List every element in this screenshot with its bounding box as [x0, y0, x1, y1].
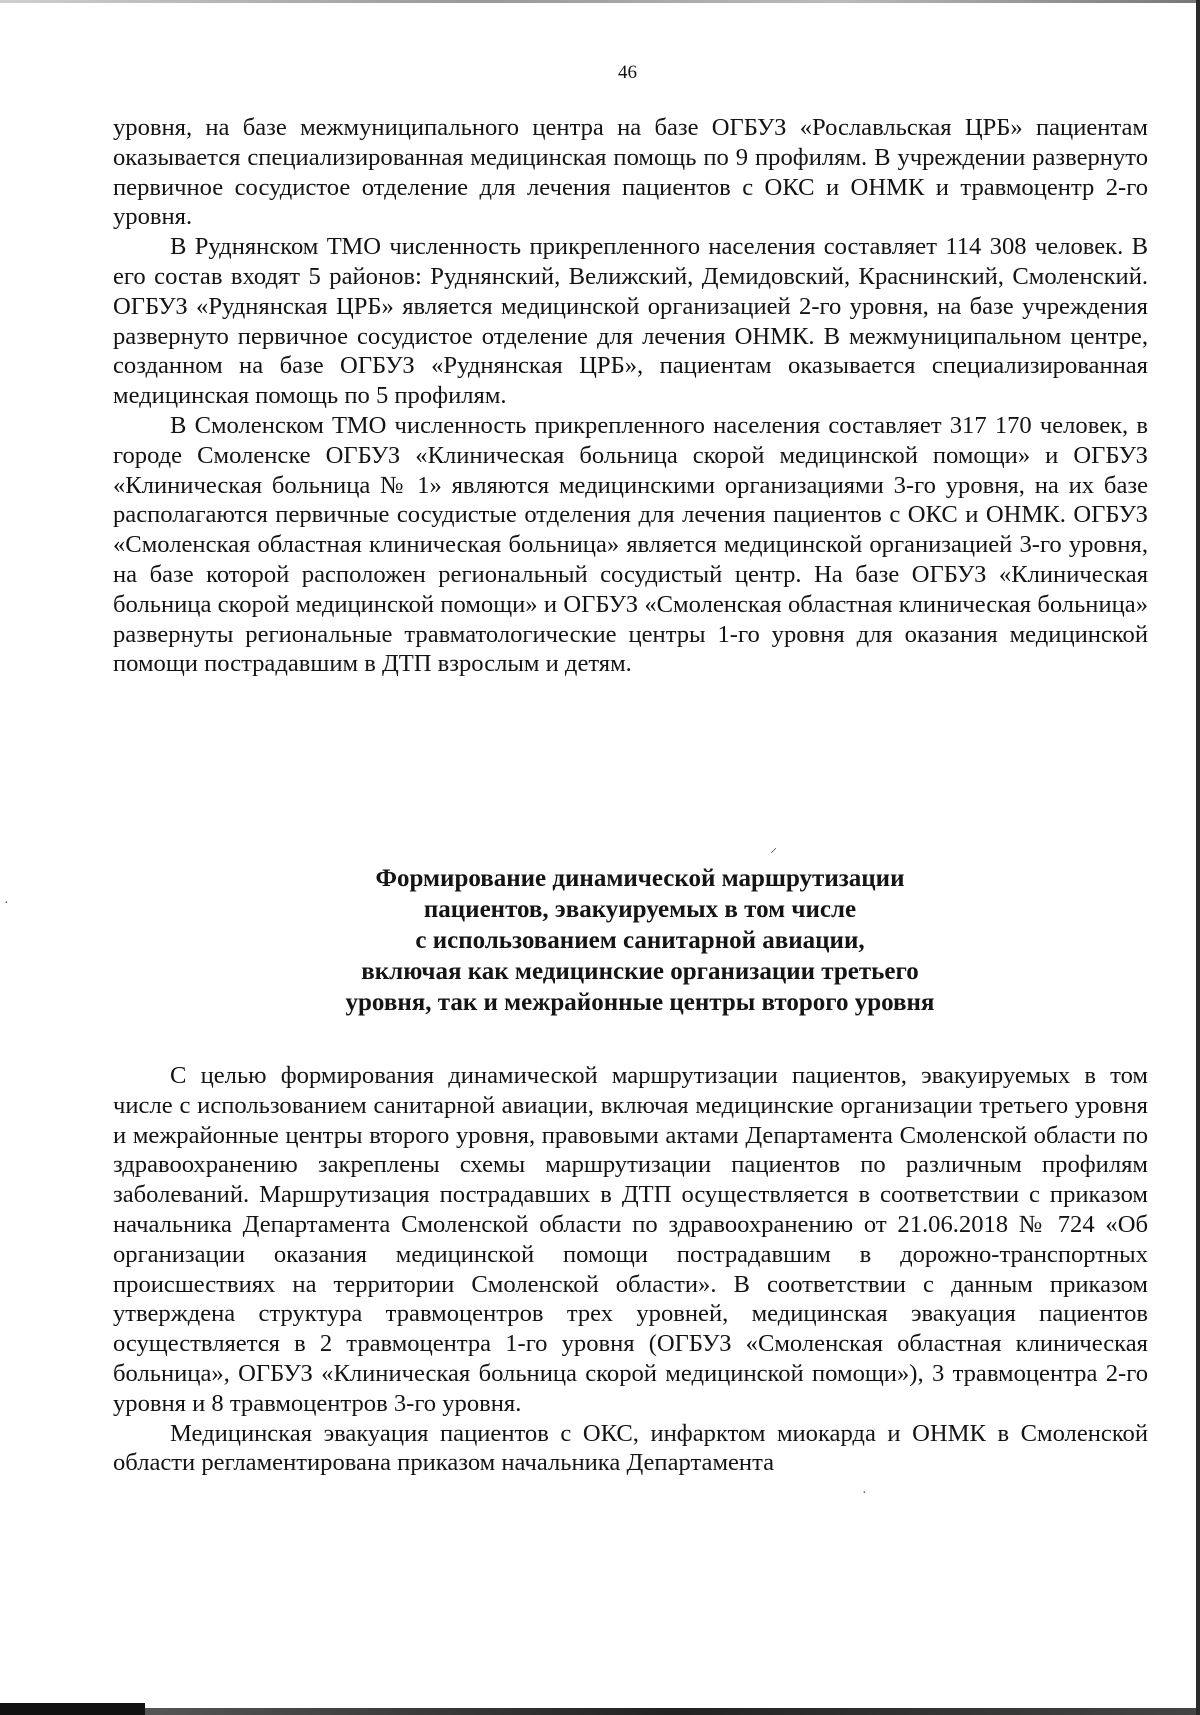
heading-line: пациентов, эвакуируемых в том числе [423, 896, 857, 923]
body-text-top [113, 113, 1148, 679]
scan-edge-bottom [145, 1708, 1196, 1715]
page-number: 46 [618, 62, 637, 83]
paragraph: Медицинская эвакуация пациентов с ОКС, инфарктом миокарда и ОНМК в Смоленской области регламентирована приказом начальника Департамента [113, 1419, 1148, 1477]
paragraph: С целью формирования динамической маршрутизации пациентов, эвакуируемых в том числе с использованием санитарной авиации, включая медицинские организации третьего уровня и межрайонные центры второго уровня, правовыми актами Департамента Смоленской области по здравоохранению закреплены схемы маршрутизации пациентов по различным профилям заболеваний. Маршрутизация пострадавших в ДТП осуществляется в соответствии с приказом начальника Департамента Смоленской области по здравоохранению от 21.06.2018 № 724 «Об организации оказания медицинской помощи пострадавшим в дорожно-транспортных происшествиях на территории Смоленской области». В соответствии с данным приказом утверждена структура травмоцентров трех уровней, медицинская эвакуация пациентов осуществляется в 2 травмоцентра 1-го уровня (ОГБУЗ «Смоленская областная клиническая больница», ОГБУЗ «Клиническая больница скорой медицинской помощи»), 3 травмоцентра 2-го уровня и 8 травмоцентров 3-го уровня. [113, 1062, 1148, 1417]
heading-line: Формирование динамической маршрутизации [375, 865, 905, 892]
scan-speck: · [4, 896, 9, 911]
heading-line: включая как медицинские организации третьего [361, 958, 919, 985]
section-heading [200, 863, 1080, 1018]
scan-edge-right [1196, 0, 1200, 1715]
paragraph: В Руднянском ТМО численность прикрепленного населения составляет 114 308 человек. В его состав входят 5 районов: Руднянский, Велижский, Демидовский, Краснинский, Смоленский. ОГБУЗ «Руднянская ЦРБ» является медицинской организацией 2-го уровня, на базе учреждения развернуто первичное сосудистое отделение для лечения ОНМК. В межмуниципальном центре, созданном на базе ОГБУЗ «Руднянская ЦРБ», пациентам оказывается специализированная медицинская помощь по 5 профилям. [113, 233, 1148, 410]
scan-edge-bottom-left [0, 1703, 145, 1715]
paragraph: уровня, на базе межмуниципального центра на базе ОГБУЗ «Рославльская ЦРБ» пациентам оказывается специализированная медицинская помощь по 9 профилям. В учреждении развернуто первичное сосудистое отделение для лечения пациентов с ОКС и ОНМК и травмоцентр 2-го уровня. [113, 114, 1148, 231]
heading-line: с использованием санитарной авиации, [415, 927, 865, 954]
scan-speck: · [862, 1486, 867, 1501]
heading-line: уровня, так и межрайонные центры второго уровня [345, 989, 935, 1016]
scan-speck: ⸝ [770, 841, 777, 856]
paragraph: В Смоленском ТМО численность прикрепленного населения составляет 317 170 человек, в городе Смоленске ОГБУЗ «Клиническая больница скорой медицинской помощи» и ОГБУЗ «Клиническая больница № 1» являются медицинскими организациями 3-го уровня, на их базе располагаются первичные сосудистые отделения для лечения пациентов с ОКС и ОНМК. ОГБУЗ «Смоленская областная клиническая больница» является медицинской организацией 3-го уровня, на базе которой расположен региональный сосудистый центр. На базе ОГБУЗ «Клиническая больница скорой медицинской помощи» и ОГБУЗ «Смоленская областная клиническая больница» развернуты региональные травматологические центры 1-го уровня для оказания медицинской помощи пострадавшим в ДТП взрослым и детям. [113, 411, 1148, 678]
body-text-bottom [113, 1061, 1148, 1478]
scan-edge-top [0, 0, 1200, 3]
